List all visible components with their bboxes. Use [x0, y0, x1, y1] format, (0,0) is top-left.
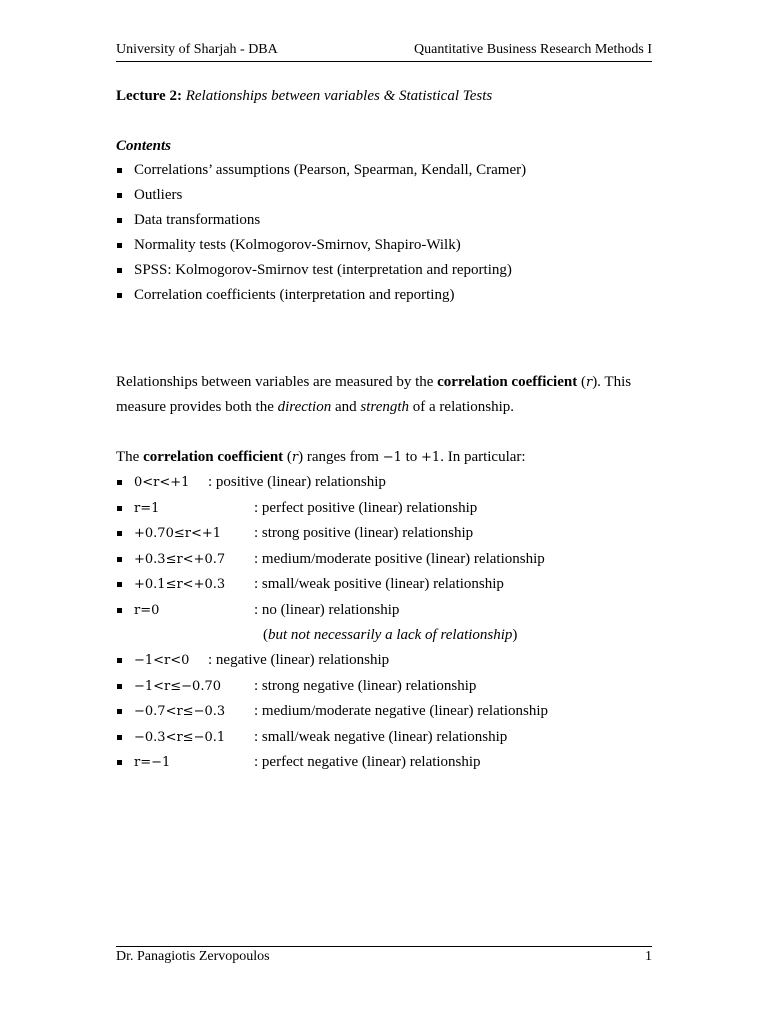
- range-item-perfect-negative: [116, 750, 656, 776]
- intro-text: ). This measure provides both the: [116, 374, 632, 415]
- range-description: : medium/moderate negative (linear) relationship: [254, 703, 549, 719]
- list-item: Normality tests (Kolmogorov-Smirnov, Shapiro-Wilk): [116, 233, 656, 258]
- intro-bold-term: correlation coefficient: [437, 374, 578, 390]
- range-item-zero: [116, 598, 656, 624]
- intro-text: of a relationship.: [409, 399, 515, 415]
- range-expression: r=−1: [134, 755, 171, 770]
- list-item: Data transformations: [116, 208, 656, 233]
- note-paren: (: [263, 627, 268, 643]
- range-item-perfect-positive: [116, 496, 656, 522]
- range-intro-r: r: [291, 450, 299, 465]
- range-intro-text: ) ranges from: [298, 449, 383, 465]
- lecture-title-text: Relationships between variables & Statistical Tests: [185, 88, 493, 104]
- range-expression: +0.70≤r<+1: [134, 526, 222, 541]
- list-item: Correlation coefficients (interpretation and reporting): [116, 283, 656, 308]
- range-expression: +0.3≤r<+0.7: [134, 551, 226, 567]
- zero-note: [116, 623, 656, 648]
- intro-text: Relationships between variables are measured by the: [116, 374, 438, 390]
- range-item-weak-positive: [116, 572, 656, 598]
- range-expression: 0<r<+1: [134, 475, 190, 490]
- header-institution: University of Sharjah - DBA: [116, 42, 278, 57]
- header-course: Quantitative Business Research Methods I: [414, 42, 652, 57]
- range-description: : negative (linear) relationship: [208, 652, 390, 668]
- page-number: 1: [645, 949, 652, 964]
- range-item-medium-negative: [116, 699, 656, 725]
- range-intro-text: to: [401, 449, 422, 465]
- range-expression: −1<r≤−0.70: [134, 678, 222, 694]
- range-item-strong-positive: [116, 521, 656, 547]
- range-description: : small/weak positive (linear) relationship: [254, 576, 504, 592]
- range-intro-text: (: [283, 449, 292, 465]
- footer-author: Dr. Panagiotis Zervopoulos: [116, 949, 270, 964]
- intro-text: (: [577, 374, 586, 390]
- range-item-positive: [116, 470, 656, 496]
- range-description: : perfect negative (linear) relationship: [254, 754, 481, 770]
- intro-strength: strength: [360, 399, 410, 415]
- intro-direction: direction: [277, 399, 332, 415]
- range-expression: −1<r<0: [134, 653, 190, 668]
- note-paren: ): [512, 627, 518, 643]
- range-expression: +0.1≤r<+0.3: [134, 577, 226, 592]
- list-item: SPSS: Kolmogorov-Smirnov test (interpretation and reporting): [116, 258, 656, 283]
- list-item: Outliers: [116, 183, 656, 208]
- list-item: Correlations’ assumptions (Pearson, Spearman, Kendall, Cramer): [116, 158, 656, 183]
- contents-heading: Contents: [116, 138, 172, 154]
- range-item-medium-positive: [116, 547, 656, 573]
- intro-text: and: [331, 399, 361, 415]
- lecture-title: [116, 86, 656, 106]
- range-item-strong-negative: [116, 674, 656, 700]
- page-footer: [116, 946, 652, 965]
- range-intro-text: The: [116, 449, 144, 465]
- range-intro-bold: correlation coefficient: [143, 449, 284, 465]
- range-description: : perfect positive (linear) relationship: [254, 499, 478, 516]
- range-description: : no (linear) relationship: [254, 601, 400, 618]
- range-description: : small/weak negative (linear) relationship: [254, 728, 508, 745]
- range-expression: r=0: [134, 602, 160, 618]
- range-item-weak-negative: [116, 725, 656, 751]
- range-to: +1: [421, 450, 441, 465]
- range-expression: −0.3<r≤−0.1: [134, 729, 226, 745]
- range-expression: −0.7<r≤−0.3: [134, 704, 226, 719]
- range-description: : medium/moderate positive (linear) relationship: [254, 550, 545, 567]
- lecture-label: Lecture 2:: [116, 88, 182, 104]
- range-intro-text: . In particular:: [440, 449, 526, 465]
- range-from: −1: [382, 450, 402, 465]
- page-header: [116, 40, 652, 62]
- intro-paragraph: [116, 370, 656, 420]
- range-intro: [116, 445, 656, 470]
- range-description: : positive (linear) relationship: [208, 474, 386, 490]
- range-description: : strong negative (linear) relationship: [254, 677, 477, 694]
- note-text: but not necessarily a lack of relationship: [268, 627, 513, 643]
- intro-r-symbol: r: [585, 375, 593, 390]
- contents-list: [116, 158, 656, 308]
- range-list-negative: [116, 648, 656, 776]
- range-expression: r=1: [134, 500, 160, 516]
- range-description: : strong positive (linear) relationship: [254, 525, 474, 541]
- range-item-negative: [116, 648, 656, 674]
- page-content: [116, 86, 656, 776]
- range-list: [116, 470, 656, 623]
